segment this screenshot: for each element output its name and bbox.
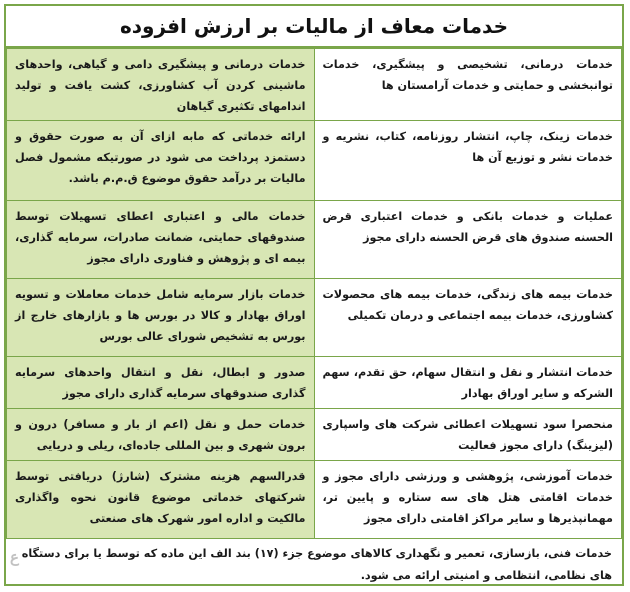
table-cell-right: عملیات و خدمات بانکی و خدمات اعتباری قرض الحسنه صندوق های قرض الحسنه دارای مجوز [314, 201, 622, 279]
watermark-logo [10, 542, 120, 572]
exemptions-table [6, 48, 622, 539]
table-cell-left: صدور و ابطال، نقل و انتقال واحدهای سرمایه گذاری صندوقهای سرمایه گذاری دارای مجوز [7, 357, 315, 409]
table-row [7, 357, 622, 409]
table-cell-right: خدمات انتشار و نقل و انتقال سهام، حق تقدم، سهم الشرکه و سایر اوراق بهادار [314, 357, 622, 409]
watermark-icon: ع [10, 548, 19, 566]
table-cell-right: خدمات بیمه های زندگی، خدمات بیمه های محصولات کشاورزی، خدمات بیمه اجتماعی و درمان تکمیلی [314, 279, 622, 357]
table-row [7, 461, 622, 539]
table-cell-left: ارائه خدماتی که مابه ازای آن به صورت حقوق و دستمزد پرداخت می شود در صورتیکه مشمول فصل مالیات بر درآمد حقوق موضوع ق.م.م باشد. [7, 121, 315, 201]
table-cell-right: منحصرا سود تسهیلات اعطائی شرکت های واسپاری (لیزینگ) دارای مجوز فعالیت [314, 409, 622, 461]
table-cell-left: خدمات مالی و اعتباری اعطای تسهیلات توسط صندوقهای حمایتی، ضمانت صادرات، سرمایه گذاری، بیمه ای و پژوهش و فناوری دارای مجوز [7, 201, 315, 279]
table-cell-right: خدمات زینک، چاپ، انتشار روزنامه، کتاب، نشریه و خدمات نشر و توزیع آن ها [314, 121, 622, 201]
table-row [7, 201, 622, 279]
table-cell-left: خدمات درمانی و پیشگیری دامی و گیاهی، واحدهای ماشینی کردن آب کشاورزی، کشت یافت و تولید اندامهای تکثیری گیاهان [7, 49, 315, 121]
table-row [7, 49, 622, 121]
page-title: خدمات معاف از مالیات بر ارزش افزوده [6, 6, 622, 48]
footer-note: خدمات فنی، بازسازی، تعمیر و نگهداری کالاهای موضوع جزء (۱۷) بند الف این ماده که توسط یا برای دستگاه های نظامی، انتظامی و امنیتی ارائه می شود. [21, 547, 612, 582]
table-row [7, 279, 622, 357]
table-cell-right: خدمات آموزشی، پژوهشی و ورزشی دارای مجوز و خدمات اقامتی هتل های سه ستاره و پایین تر، مهمانپذیرها و سایر مراکز اقامتی دارای مجوز [314, 461, 622, 539]
table-row [7, 409, 622, 461]
table-cell-right: خدمات درمانی، تشخیصی و پیشگیری، خدمات توانبخشی و حمایتی و خدمات آرامستان ها [314, 49, 622, 121]
table-row [7, 121, 622, 201]
table-cell-left: خدمات حمل و نقل (اعم از بار و مسافر) درون و برون شهری و بین المللی جاده‌ای، ریلی و دریایی [7, 409, 315, 461]
table-cell-left: خدمات بازار سرمایه شامل خدمات معاملات و تسویه اوراق بهادار و کالا در بورس ها و بازارهای خارج از بورس به تشخیص شورای عالی بورس [7, 279, 315, 357]
table-cell-left: قدرالسهم هزینه مشترک (شارژ) دریافتی توسط شرکتهای خدماتی موضوع قانون نحوه واگذاری مالکیت و اداره امور شهرک های صنعتی [7, 461, 315, 539]
document-frame [4, 4, 624, 586]
